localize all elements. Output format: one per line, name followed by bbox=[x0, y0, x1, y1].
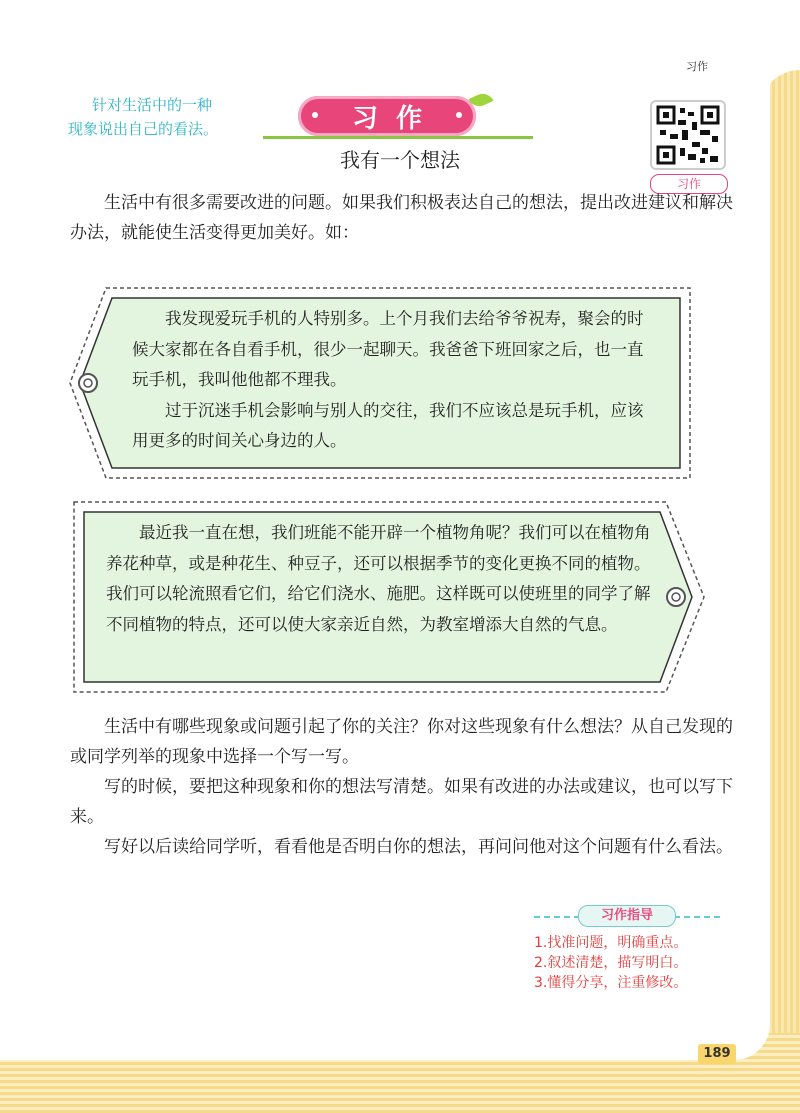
card-2-text bbox=[106, 518, 652, 640]
title-underline bbox=[263, 136, 533, 139]
intro-note-line-1: 针对生活中的一种 bbox=[92, 96, 213, 114]
intro-paragraph-text: 生活中有很多需要改进的问题。如果我们积极表达自己的想法，提出改进建议和解决办法，就能使生活变得更加美好。如： bbox=[70, 193, 733, 243]
example-card-2 bbox=[72, 500, 708, 696]
badge-dot-right bbox=[456, 112, 462, 118]
card-1-text bbox=[132, 304, 652, 457]
guide-item: 2.叙述清楚，描写明白。 bbox=[534, 955, 688, 971]
intro-paragraph bbox=[70, 188, 740, 248]
instructions bbox=[70, 712, 740, 862]
qr-code[interactable] bbox=[650, 100, 726, 191]
title-badge bbox=[298, 96, 476, 136]
page-subtitle: 我有一个想法 bbox=[340, 148, 460, 172]
guide-item: 3.懂得分享，注重修改。 bbox=[534, 975, 688, 991]
guide-item: 1.找准问题，明确重点。 bbox=[534, 935, 688, 951]
badge-dot-left bbox=[312, 112, 318, 118]
card-1-paragraph-2: 过于沉迷手机会影响与别人的交往，我们不应该总是玩手机，应该用更多的时间关心身边的人。 bbox=[132, 400, 644, 450]
instruction-paragraph-1: 生活中有哪些现象或问题引起了你的关注？你对这些现象有什么想法？从自己发现的或同学列举的现象中选择一个写一写。 bbox=[70, 717, 733, 767]
intro-note-line-2: 现象说出自己的看法。 bbox=[68, 120, 219, 138]
section-tag: 习作 bbox=[686, 60, 708, 73]
qr-label: 习作 bbox=[650, 174, 728, 194]
writing-guide-header bbox=[534, 905, 734, 927]
writing-guide-title: 习作指导 bbox=[578, 905, 676, 927]
writing-guide-list bbox=[534, 933, 734, 993]
qr-code-icon bbox=[650, 100, 726, 170]
instruction-paragraph-2: 写的时候，要把这种现象和你的想法写清楚。如果有改进的办法或建议，也可以写下来。 bbox=[70, 777, 733, 827]
example-card-1 bbox=[66, 286, 694, 482]
title-badge-label: 习作 bbox=[351, 103, 440, 134]
writing-guide bbox=[534, 905, 734, 993]
instruction-paragraph-3: 写好以后读给同学听，看看他是否明白你的想法，再问问他对这个问题有什么看法。 bbox=[104, 837, 733, 857]
intro-note bbox=[68, 93, 268, 141]
card-2-paragraph-1: 最近我一直在想，我们班能不能开辟一个植物角呢？我们可以在植物角养花种草，或是种花生、种豆子，还可以根据季节的变化更换不同的植物。我们可以轮流照看它们，给它们浇水、施肥。这样既可以使班里的同学了解不同植物的特点，还可以使大家亲近自然，为教室增添大自然的气息。 bbox=[106, 523, 651, 634]
page-number: 189 bbox=[698, 1044, 736, 1064]
card-1-paragraph-1: 我发现爱玩手机的人特别多。上个月我们去给爷爷祝寿，聚会的时候大家都在各自看手机，很少一起聊天。我爸爸下班回家之后，也一直玩手机，我叫他他都不理我。 bbox=[132, 309, 644, 389]
